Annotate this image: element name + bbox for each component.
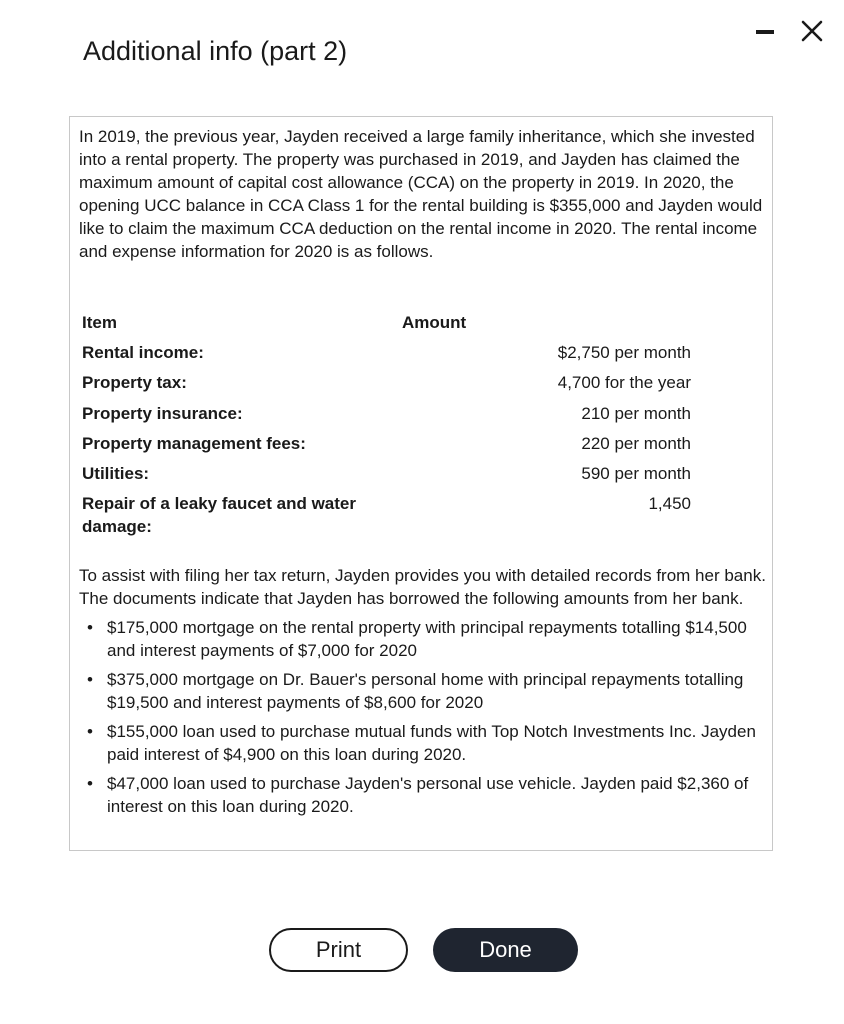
row-item: Utilities: — [82, 463, 150, 483]
row-item: Property tax: — [82, 373, 187, 393]
table-row — [82, 341, 691, 371]
row-item: Repair of a leaky faucet and water damage: — [82, 494, 356, 537]
header-amount: Amount — [402, 313, 467, 332]
bullet-icon: • — [87, 774, 93, 793]
list-item — [87, 616, 769, 662]
table-row — [82, 371, 691, 401]
bullet-icon: • — [87, 618, 93, 637]
row-amount: 1,450 — [648, 494, 691, 514]
bullet-icon: • — [87, 722, 93, 741]
row-amount: 590 per month — [581, 463, 691, 483]
loan-list — [79, 616, 769, 818]
intro-paragraph: In 2019, the previous year, Jayden received a large family inheritance, which she invested into a rental property. The property was purchased in 2019, and Jayden has claimed the maximum amount of capital cost allowance (CCA) on the property in 2019. In 2020, the opening UCC balance in CCA Class 1 for the rental building is $355,000 and Jayden would like to claim the maximum CCA deduction on the rental income in 2020. The rental income and expense information for 2020 is as follows. — [79, 127, 763, 261]
table-row — [82, 432, 691, 462]
header-item: Item — [82, 313, 117, 332]
income-expense-table — [82, 311, 691, 538]
loan-text: $155,000 loan used to purchase mutual funds with Top Notch Investments Inc. Jayden paid interest of $4,900 on this loan during 2020. — [107, 722, 756, 764]
dialog-title: Additional info (part 2) — [83, 36, 348, 66]
bank-records-section — [79, 564, 769, 824]
table-row — [82, 492, 691, 538]
list-item — [87, 720, 769, 766]
table-row — [82, 402, 691, 432]
records-intro: To assist with filing her tax return, Jayden provides you with detailed records from her bank. The documents indicate that Jayden has borrowed the following amounts from her bank. — [79, 566, 766, 608]
row-item: Property insurance: — [82, 403, 243, 423]
info-panel — [69, 116, 773, 851]
table-row — [82, 462, 691, 492]
list-item — [87, 772, 769, 818]
minimize-button[interactable] — [748, 14, 782, 48]
row-amount: 220 per month — [581, 433, 691, 453]
done-button[interactable]: Done — [433, 928, 578, 972]
print-button[interactable]: Print — [269, 928, 408, 972]
minimize-icon — [754, 20, 776, 42]
list-item — [87, 668, 769, 714]
row-item: Rental income: — [82, 343, 204, 363]
row-amount: 210 per month — [581, 403, 691, 423]
row-item: Property management fees: — [82, 433, 306, 453]
loan-text: $175,000 mortgage on the rental property with principal repayments totalling $14,500 and interest payments of $7,000 for 2020 — [107, 618, 747, 660]
loan-text: $375,000 mortgage on Dr. Bauer's personal home with principal repayments totalling $19,500 and interest payments of $8,600 for 2020 — [107, 670, 744, 712]
close-icon — [800, 19, 824, 43]
close-button[interactable] — [795, 14, 829, 48]
row-amount: $2,750 per month — [557, 343, 691, 363]
loan-text: $47,000 loan used to purchase Jayden's personal use vehicle. Jayden paid $2,360 of interest on this loan during 2020. — [107, 774, 749, 816]
row-amount: 4,700 for the year — [557, 373, 691, 393]
bullet-icon: • — [87, 670, 93, 689]
table-header-row — [82, 311, 691, 341]
